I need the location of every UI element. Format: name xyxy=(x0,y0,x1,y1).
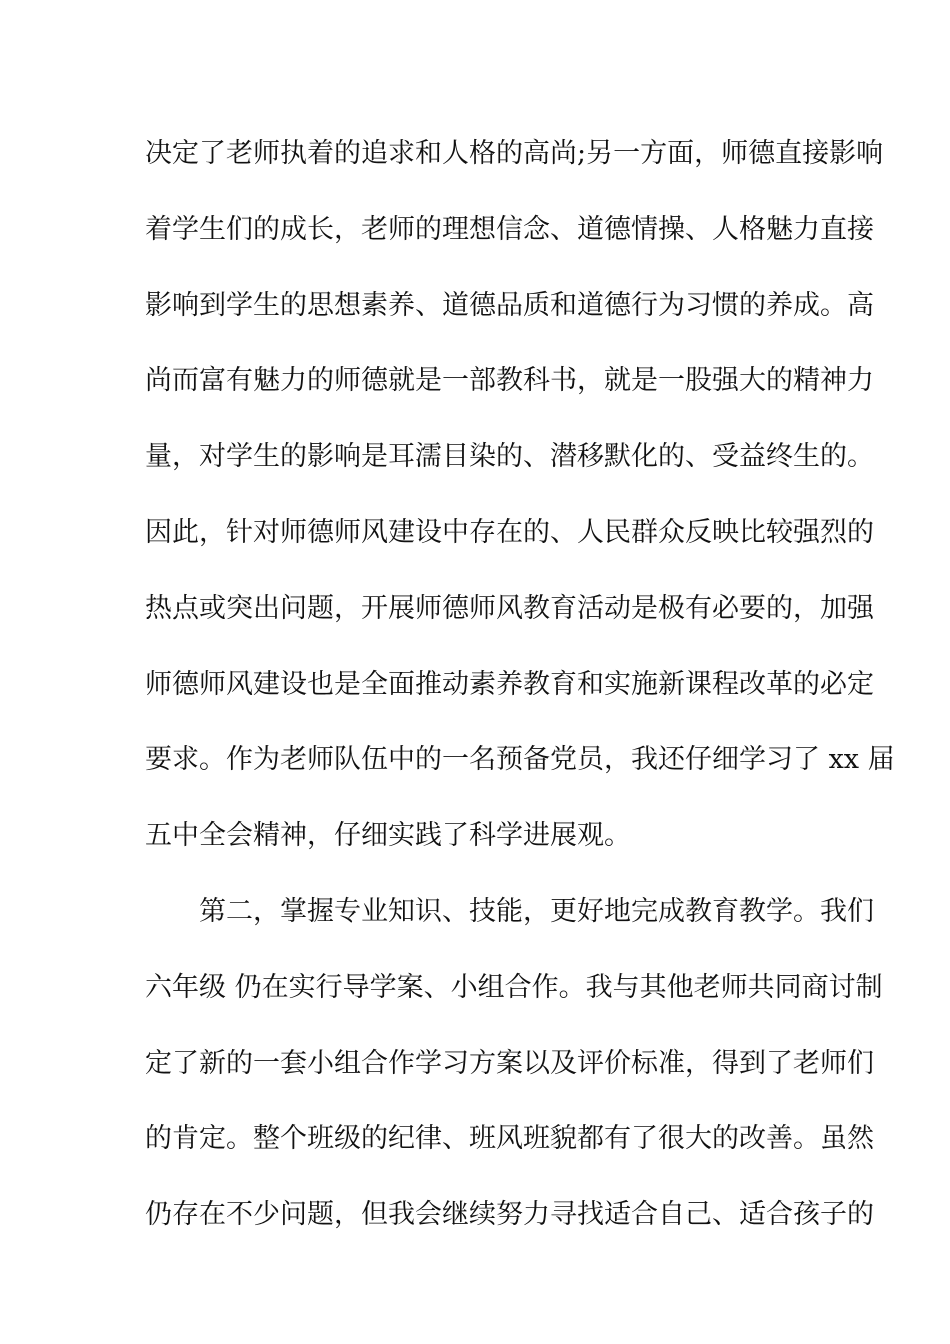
text-line: 着学生们的成长，老师的理想信念、道德情操、人格魅力直接 xyxy=(145,213,874,245)
text-line: 仍存在不少问题，但我会继续努力寻找适合自己、适合孩子的 xyxy=(145,1199,874,1231)
text-line: 决定了老师执着的追求和人格的高尚;另一方面，师德直接影响 xyxy=(145,138,884,169)
text-line: 热点或突出问题，开展师德师风教育活动是极有必要的，加强 xyxy=(145,592,874,624)
paragraph-start-line: 第二，掌握专业知识、技能，更好地完成教育教学。我们 xyxy=(199,895,874,927)
text-line: 影响到学生的思想素养、道德品质和道德行为习惯的养成。高 xyxy=(145,289,874,321)
text-line: 因此，针对师德师风建设中存在的、人民群众反映比较强烈的 xyxy=(145,516,874,548)
text-line: 要求。作为老师队伍中的一名预备党员，我还仔细学习了 xx 届 xyxy=(145,744,895,776)
text-line: 量，对学生的影响是耳濡目染的、潜移默化的、受益终生的。 xyxy=(145,441,874,473)
text-line: 六年级 仍在实行导学案、小组合作。我与其他老师共同商讨制 xyxy=(145,971,883,1003)
text-line: 定了新的一套小组合作学习方案以及评价标准，得到了老师们 xyxy=(145,1047,874,1079)
text-line: 的肯定。整个班级的纪律、班风班貌都有了很大的改善。虽然 xyxy=(145,1123,874,1155)
text-line: 五中全会精神，仔细实践了科学进展观。 xyxy=(145,820,631,852)
text-line: 师德师风建设也是全面推动素养教育和实施新课程改革的必定 xyxy=(145,668,874,700)
document-body xyxy=(145,128,895,1265)
text-line: 尚而富有魅力的师德就是一部教科书，就是一股强大的精神力 xyxy=(145,365,874,397)
